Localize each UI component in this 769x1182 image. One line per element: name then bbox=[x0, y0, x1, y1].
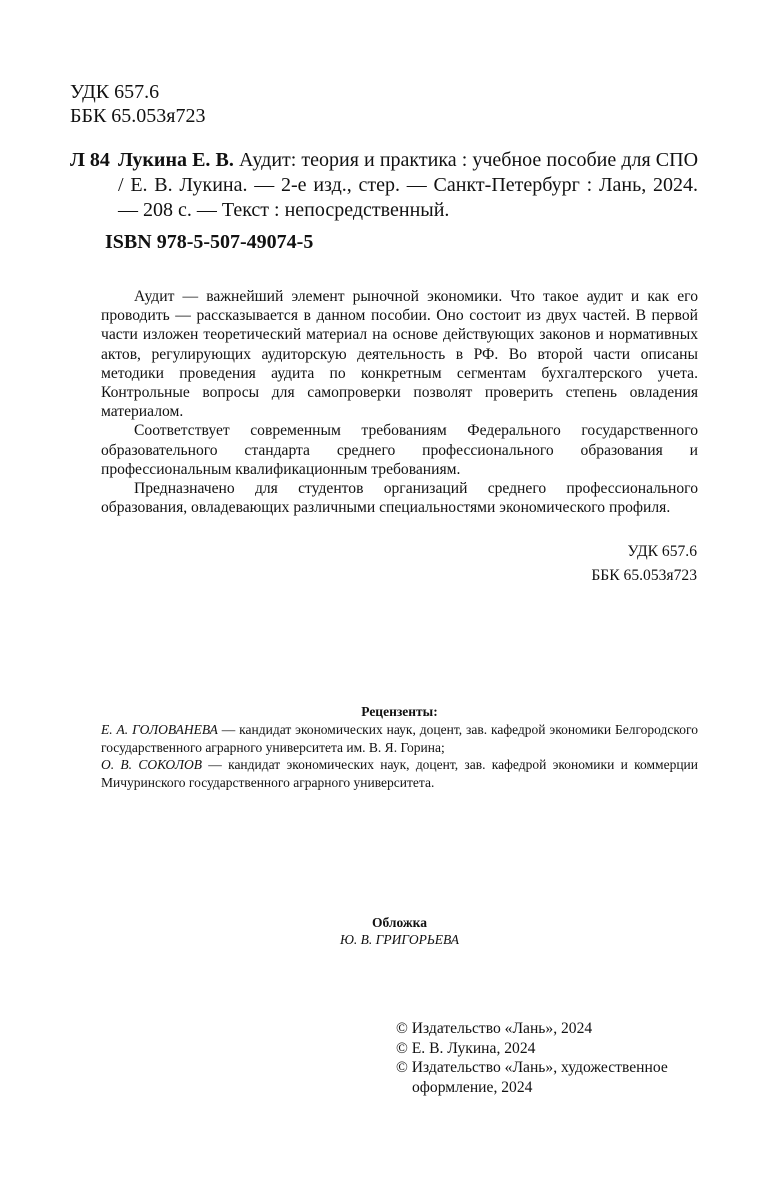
reviewer-name: Е. А. ГОЛОВАНЕВА bbox=[101, 722, 218, 737]
copyright-line: © Издательство «Лань», 2024 bbox=[396, 1020, 593, 1037]
copyright-line: © Е. В. Лукина, 2024 bbox=[396, 1039, 536, 1057]
udk-code: УДК 657.6 bbox=[70, 81, 160, 103]
isbn: ISBN 978-5-507-49074-5 bbox=[105, 231, 314, 253]
reviewer-name: О. В. СОКОЛОВ bbox=[101, 757, 202, 772]
classification-header bbox=[70, 80, 206, 128]
bibliographic-record bbox=[70, 148, 698, 223]
reviewers-list bbox=[101, 721, 698, 791]
annotation-paragraph: Предназначено для студентов организаций среднего профессионального образования, овладевающих различными специальностями экономического профиля. bbox=[101, 480, 698, 517]
classification-footer bbox=[480, 540, 697, 588]
annotation bbox=[101, 287, 698, 517]
reviewer-credentials: — кандидат экономических наук, доцент, зав. кафедрой экономики и коммерции Мичуринского государственного аграрного университета. bbox=[101, 757, 698, 790]
bbk-code: ББК 65.053я723 bbox=[70, 105, 206, 127]
bibliographic-text bbox=[118, 148, 698, 223]
reviewer-entry bbox=[101, 756, 698, 791]
author-mark: Л 84 bbox=[70, 149, 110, 171]
bibliographic-description: Аудит: теория и практика : учебное пособие для СПО / Е. В. Лукина. — 2-е изд., стер. — Санкт-Петербург : Лань, 2024. — 208 с. — Текст : непосредственный. bbox=[118, 149, 699, 221]
reviewer-entry bbox=[101, 721, 698, 756]
annotation-paragraph: Аудит — важнейший элемент рыночной экономики. Что такое аудит и как его проводить — рассказывается в данном пособии. Оно состоит из двух частей. В первой части изложен теоретический материал на основе действующих законов и нормативных актов, регулирующих аудиторскую деятельность в РФ. Во второй части описаны методики проведения аудита по конкретным сегментам бухгалтерского учета. Контрольные вопросы для самопроверки позволят проверить степень овладения материалом. bbox=[101, 288, 698, 421]
bbk-code: ББК 65.053я723 bbox=[591, 567, 697, 584]
udk-code: УДК 657.6 bbox=[627, 543, 697, 560]
cover-title: Обложка bbox=[371, 915, 427, 930]
reviewers-title: Рецензенты: bbox=[361, 704, 438, 719]
copyright-block bbox=[396, 1019, 696, 1097]
copyright-line: © Издательство «Лань», художественное оформление, 2024 bbox=[396, 1059, 668, 1096]
author-name: Лукина Е. В. bbox=[118, 149, 234, 171]
cover-designer: Ю. В. ГРИГОРЬЕВА bbox=[339, 932, 460, 947]
reviewer-credentials: — кандидат экономических наук, доцент, зав. кафедрой экономики Белгородского государственного аграрного университета им. В. Я. Горина; bbox=[101, 722, 698, 755]
annotation-paragraph: Соответствует современным требованиям Федерального государственного образовательного стандарта среднего профессионального образования и профессиональным квалификационным требованиям. bbox=[101, 422, 698, 478]
